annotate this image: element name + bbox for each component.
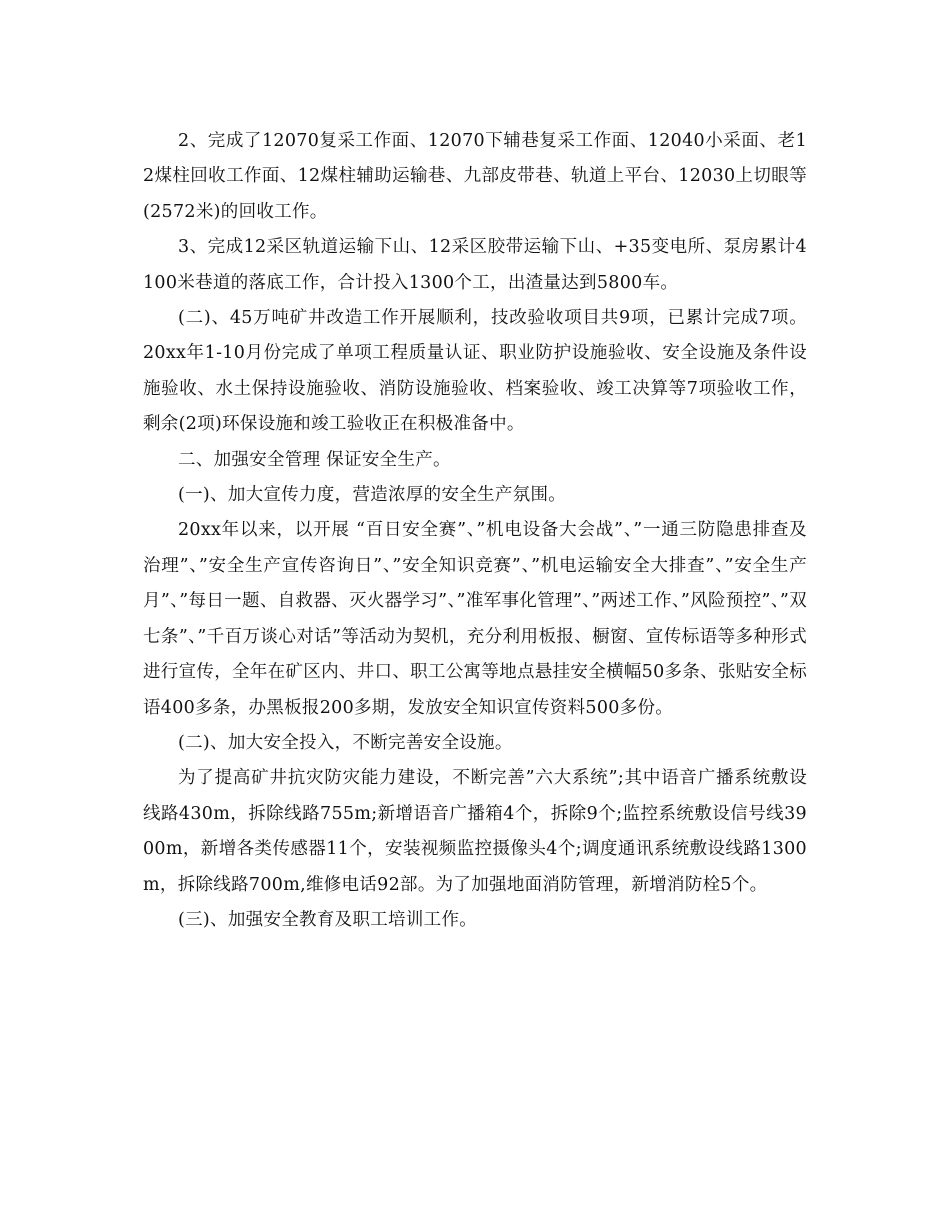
paragraph-item-2: 2、完成了12070复采工作面、12070下辅巷复采工作面、12040小采面、老12煤柱回收工作面、12煤柱辅助运输巷、九部皮带巷、轨道上平台、12030上切眼等(2572米)的回收工作。 (143, 131, 807, 222)
paragraph-mine-renovation: (二)、45万吨矿井改造工作开展顺利，技改验收项目共9项，已累计完成7项。 20xx年1-10月份完成了单项工程质量认证、职业防护设施验收、安全设施及条件设施验收、水土保持设施验收、消防设施验收、档案验收、竣工决算等7项验收工作，剩余(2项)环保设施和竣工验收正在积极准备中。 (143, 308, 807, 435)
paragraph-investment: 为了提高矿井抗灾防灾能力建设，不断完善”六大系统”;其中语音广播系统敷设线路430m，拆除线路755m;新增语音广播箱4个，拆除9个;监控系统敷设信号线3900m，新增各类传感器11个，安装视频监控摄像头4个;调度通讯系统敷设线路1300m，拆除线路700m,维修电话92部。为了加强地面消防管理，新增消防栓5个。 (143, 768, 807, 895)
paragraph-publicity: 20xx年以来，以开展 “百日安全赛”、”机电设备大会战”、”一通三防隐患排查及治理”、”安全生产宣传咨询日”、”安全知识竞赛”、”机电运输安全大排查”、”安全生产月”、”每日一题、自救器、灭火器学习”、”准军事化管理”、”两述工作、”风险预控”、”双七条”、”千百万谈心对话”等活动为契机，充分利用板报、橱窗、宣传标语等多种形式进行宣传，全年在矿区内、井口、职工公寓等地点悬挂安全横幅50多条、张贴安全标语400多条，办黑板报200多期，发放安全知识宣传资料500多份。 (143, 520, 807, 718)
subheading-publicity: (一)、加大宣传力度，营造浓厚的安全生产氛围。 (178, 485, 567, 506)
section-heading-safety: 二、加强安全管理 保证安全生产。 (178, 449, 451, 470)
paragraph-item-3: 3、完成12采区轨道运输下山、12采区胶带运输下山、+35变电所、泵房累计4100米巷道的落底工作，合计投入1300个工，出渣量达到5800车。 (143, 237, 807, 293)
subheading-investment: (二)、加大安全投入，不断完善安全设施。 (178, 732, 513, 753)
document-body (143, 124, 807, 938)
subheading-training: (三)、加强安全教育及职工培训工作。 (178, 909, 478, 930)
